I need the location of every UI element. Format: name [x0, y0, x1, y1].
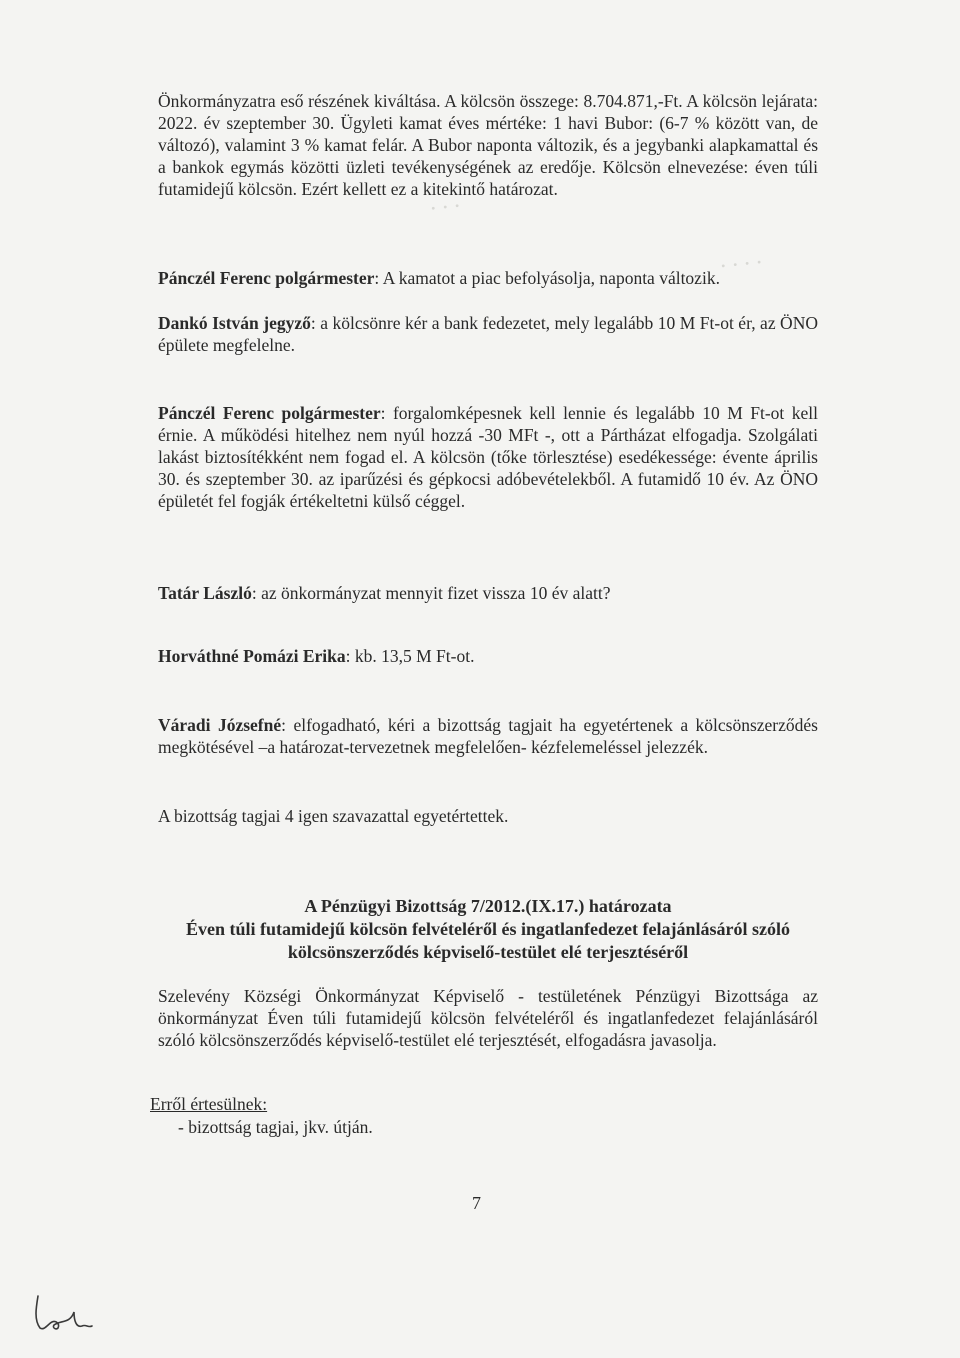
- statement-4: Tatár László: az önkormányzat mennyit fizet vissza 10 év alatt?: [158, 583, 611, 603]
- statement-1: Pánczél Ferenc polgármester: A kamatot a piac befolyásolja, naponta változik.: [158, 268, 720, 288]
- speaker-name: Dankó István jegyző: [158, 313, 311, 333]
- resolution-title-line-1: A Pénzügyi Bizottság 7/2012.(IX.17.) határozata: [304, 896, 672, 916]
- statement-2: Dankó István jegyző: a kölcsönre kér a bank fedezetet, mely legalább 10 M Ft-ot ér, az ÖNO épülete megfelelne.: [158, 313, 818, 355]
- bleed-through-mark: · · · ·: [718, 249, 764, 281]
- statement-6: Váradi Józsefné: elfogadható, kéri a bizottság tagjait ha egyetértenek a kölcsönszerződés megkötésével –a határozat-tervezetnek megfelelően- kézfelemeléssel jelezzék.: [158, 715, 818, 757]
- notify-title: Erről értesülnek:: [150, 1094, 268, 1114]
- signature-mark: [30, 1290, 110, 1335]
- statement-5: Horváthné Pomázi Erika: kb. 13,5 M Ft-ot.: [158, 646, 475, 666]
- intro-paragraph: Önkormányzatra eső részének kiváltása. A kölcsön összege: 8.704.871,-Ft. A kölcsön lejárata: 2022. év szeptember 30. Ügyleti kamat éves mértéke: 1 havi Bubor: (6-7 % között van, de változó), valamint 3 % kamat felár. A Bubor naponta változik, és a jegybanki alapkamattal és a bankok egymás közötti üzleti tevékenységének az eredője. Kölcsön elnevezése: éven túli futamidejű kölcsön. Ezért kellett ez a kitekintő határozat.: [158, 91, 818, 199]
- statement-text: A kamatot a piac befolyásolja, naponta változik.: [382, 268, 720, 288]
- page-number: 7: [472, 1193, 481, 1213]
- statement-text: a kölcsönre kér a bank fedezetet, mely legalább 10 M Ft-ot ér, az ÖNO épülete megfelelne.: [158, 313, 818, 355]
- resolution-body: Szelevény Községi Önkormányzat Képviselő - testületének Pénzügyi Bizottsága az önkormányzat Éven túli futamidejű kölcsön felvételéről és ingatlanfedezet felajánlásáról szóló kölcsönszerződés képviselő-testület elé terjesztését, elfogadásra javasolja.: [158, 986, 818, 1050]
- speaker-name: Pánczél Ferenc polgármester: [158, 268, 375, 288]
- speaker-name: Pánczél Ferenc polgármester: [158, 403, 381, 423]
- statement-text: elfogadható, kéri a bizottság tagjait ha egyetértenek a kölcsönszerződés megkötésével –a határozat-tervezetnek megfelelően- kézfelemeléssel jelezzék.: [158, 715, 818, 757]
- resolution-title-line-3: kölcsönszerződés képviselő-testület elé terjesztéséről: [287, 942, 689, 962]
- speaker-name: Horváthné Pomázi Erika: [158, 646, 346, 666]
- statement-text: forgalomképesnek kell lennie és legalább 10 M Ft-ot kell érnie. A működési hitelhez nem nyúl hozzá -30 MFt -, ott a Pártházat elfogadja. Szolgálati lakást biztosítékként nem fogad el. A kölcsön (tőke törlesztése) esedékessége: évente április 30. és szeptember 30. az iparűzési és gépkocsi adóbevételekből. A futamidő 10 év. Az ÖNO épületét fel fogják értékeltetni külső céggel.: [158, 403, 818, 511]
- bleed-through-mark: · · ·: [428, 193, 462, 223]
- notify-item: - bizottság tagjai, jkv. útján.: [178, 1117, 373, 1137]
- resolution-title-line-2: Éven túli futamidejű kölcsön felvételéről és ingatlanfedezet felajánlásáról szóló: [186, 919, 790, 939]
- statement-text: az önkormányzat mennyit fizet vissza 10 év alatt?: [261, 583, 611, 603]
- speaker-name: Tatár László: [158, 583, 252, 603]
- resolution-heading: [158, 895, 818, 964]
- vote-result: A bizottság tagjai 4 igen szavazattal egyetértettek.: [158, 806, 509, 826]
- statement-3: Pánczél Ferenc polgármester: forgalomképesnek kell lennie és legalább 10 M Ft-ot kell érnie. A működési hitelhez nem nyúl hozzá -30 MFt -, ott a Pártházat elfogadja. Szolgálati lakást biztosítékként nem fogad el. A kölcsön (tőke törlesztése) esedékessége: évente április 30. és szeptember 30. az iparűzési és gépkocsi adóbevételekből. A futamidő 10 év. Az ÖNO épületét fel fogják értékeltetni külső céggel.: [158, 403, 818, 511]
- statement-text: kb. 13,5 M Ft-ot.: [354, 646, 475, 666]
- speaker-name: Váradi Józsefné: [158, 715, 282, 735]
